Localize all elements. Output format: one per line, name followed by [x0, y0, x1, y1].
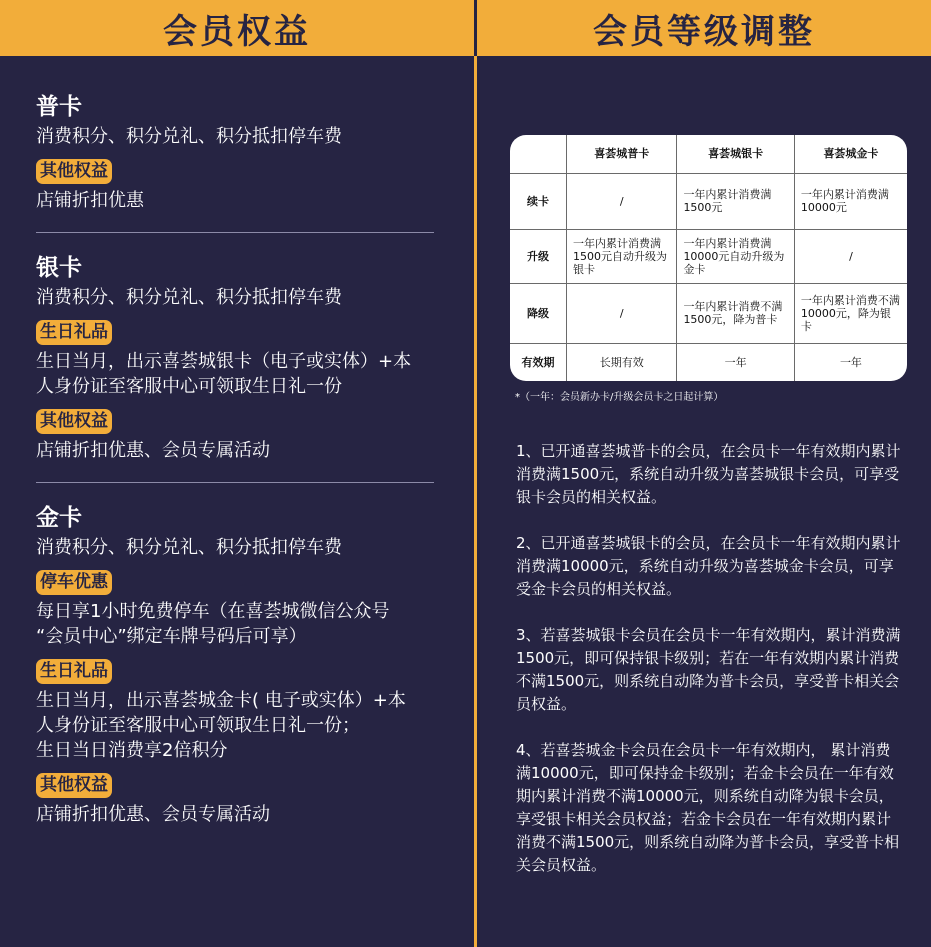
col-header-yin: 喜荟城银卡: [677, 135, 794, 173]
table-footnote: *（一年：会员新办卡/升级会员卡之日起计算）: [515, 392, 724, 403]
table-corner-cell: [510, 135, 567, 173]
yin-other-badge: 其他权益: [36, 409, 112, 434]
yin-birthday-line1: 生日当月，出示喜荟城银卡（电子或实体）+本: [36, 351, 412, 372]
jin-parking-line2: “会员中心”绑定车牌号码后可享）: [36, 626, 307, 647]
row-header: 升级: [510, 229, 567, 283]
table-cell: 一年内累计消费满10000元自动升级为金卡: [677, 229, 794, 283]
section-divider: [36, 482, 434, 483]
yin-birthday-badge: 生日礼品: [36, 320, 112, 345]
rule-item: 2、已开通喜荟城银卡的会员，在会员卡一年有效期内累计消费满10000元，系统自动升级为喜荟城金卡会员，可享受金卡会员的相关权益。: [516, 534, 901, 598]
table-cell: 一年内累计消费不满1500元，降为普卡: [677, 283, 794, 343]
section-divider: [36, 232, 434, 233]
jin-birthday-badge: 生日礼品: [36, 659, 112, 684]
card-section-yin: [36, 251, 446, 463]
table-cell: /: [567, 283, 677, 343]
jin-birthday-line3: 生日当日消费享2倍积分: [36, 740, 228, 761]
table-cell: 一年内累计消费不满10000元，降为银卡: [794, 283, 907, 343]
jin-parking-line1: 每日享1小时免费停车（在喜荟城微信公众号: [36, 601, 390, 622]
yin-other-text: 店铺折扣优惠、会员专属活动: [36, 440, 270, 461]
table-cell: /: [794, 229, 907, 283]
benefits-header: 会员权益: [0, 0, 474, 56]
table-cell: /: [567, 173, 677, 229]
rule-item: 4、若喜荟城金卡会员在会员卡一年有效期内， 累计消费满10000元，即可保持金卡级别；若金卡会员在一年有效期内累计消费不满10000元，则系统自动降为银卡会员，享受银卡相关会员权益；若金卡会员在一年有效期内累计消费不满1500元，则系统自动降为普卡会员，享受普卡相关会员权益。: [516, 741, 900, 874]
row-header: 降级: [510, 283, 567, 343]
level-adjust-header: 会员等级调整: [477, 0, 931, 56]
jin-birthday-line2: 人身份证至客服中心可领取生日礼一份；: [36, 715, 360, 736]
section-title-pu: 普卡: [36, 94, 82, 120]
card-section-jin: [36, 501, 446, 827]
table-header-row: [510, 135, 907, 173]
column-divider: [474, 56, 477, 947]
card-section-pu: [36, 90, 446, 213]
col-header-pu: 喜荟城普卡: [567, 135, 677, 173]
row-header: 有效期: [510, 343, 567, 381]
pu-other-text: 店铺折扣优惠: [36, 190, 144, 211]
table-cell: 一年内累计消费满10000元: [794, 173, 907, 229]
table-cell: 一年: [794, 343, 907, 381]
col-header-jin: 喜荟城金卡: [794, 135, 907, 173]
table-cell: 一年内累计消费满1500元: [677, 173, 794, 229]
table-cell: 一年内累计消费满1500元自动升级为银卡: [567, 229, 677, 283]
yin-birthday-line2: 人身份证至客服中心可领取生日礼一份: [36, 376, 342, 397]
rule-item: 3、若喜荟城银卡会员在会员卡一年有效期内，累计消费满1500元，即可保持银卡级别；若在一年有效期内累计消费不满1500元，则系统自动降为普卡会员，享受普卡相关会员权益。: [516, 626, 901, 713]
table-row: [510, 173, 907, 229]
level-table: [510, 135, 907, 381]
jin-parking-badge: 停车优惠: [36, 570, 112, 595]
pu-other-badge: 其他权益: [36, 159, 112, 184]
section-title-yin: 银卡: [36, 255, 82, 281]
jin-other-text: 店铺折扣优惠、会员专属活动: [36, 804, 270, 825]
pu-points-text: 消费积分、积分兑礼、积分抵扣停车费: [36, 126, 342, 147]
jin-points-text: 消费积分、积分兑礼、积分抵扣停车费: [36, 537, 342, 558]
table-row: [510, 229, 907, 283]
rule-item: 1、已开通喜荟城普卡的会员，在会员卡一年有效期内累计消费满1500元，系统自动升级为喜荟城银卡会员，可享受银卡会员的相关权益。: [516, 442, 901, 506]
table-cell: 一年: [677, 343, 794, 381]
benefits-panel: [36, 90, 446, 827]
section-title-jin: 金卡: [36, 505, 82, 531]
table-row: [510, 343, 907, 381]
jin-other-badge: 其他权益: [36, 773, 112, 798]
table-row: [510, 283, 907, 343]
yin-points-text: 消费积分、积分兑礼、积分抵扣停车费: [36, 287, 342, 308]
row-header: 续卡: [510, 173, 567, 229]
table-cell: 长期有效: [567, 343, 677, 381]
level-rules: [516, 440, 902, 900]
jin-birthday-line1: 生日当月，出示喜荟城金卡( 电子或实体）+本: [36, 690, 406, 711]
